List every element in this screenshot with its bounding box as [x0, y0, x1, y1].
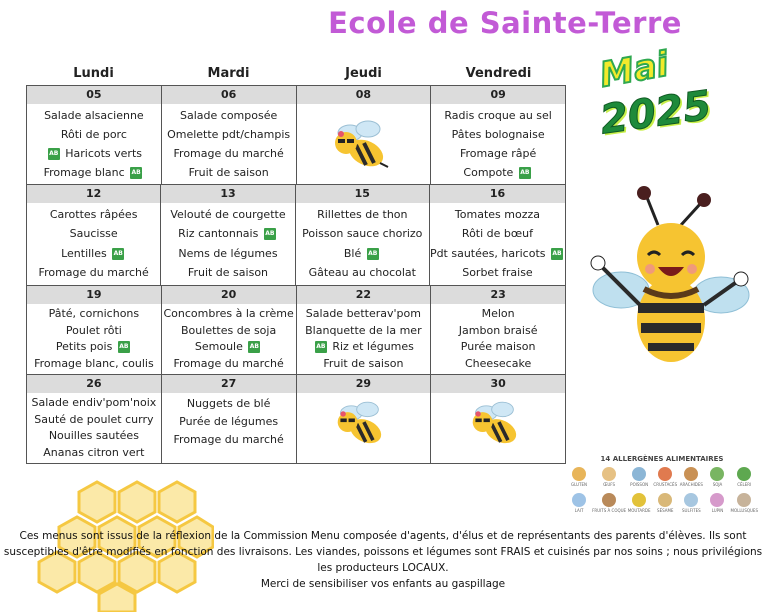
allergen-icon: [632, 467, 646, 481]
date-label: 05: [27, 86, 161, 104]
day-header-mardi: Mardi: [207, 66, 250, 81]
page-title: Ecole de Sainte-Terre: [328, 6, 682, 40]
menu-item: Sauté de poulet curry: [34, 412, 154, 426]
date-label: 26: [27, 375, 161, 393]
menu-item: Nouilles sautées: [48, 429, 139, 443]
allergen-label: CÉLERI: [737, 482, 752, 487]
menu-item: Fromage du marché: [173, 433, 284, 446]
day-cell: [27, 86, 161, 184]
menu-item: Riz cantonnais AB: [178, 227, 275, 241]
week-row: [27, 86, 565, 184]
menu-item: Saucisse: [69, 227, 118, 241]
date-label: 12: [27, 185, 160, 203]
menu-item: Cheesecake: [465, 356, 532, 370]
menu-item: Blé AB: [343, 246, 378, 260]
bee-icon: [463, 395, 533, 451]
menu-item: Rôti de bœuf: [461, 227, 533, 241]
allergen-label: CRUSTACÉS: [653, 482, 678, 487]
day-cell: [296, 375, 431, 463]
menu-item: Salade composée: [180, 108, 278, 122]
allergen-icon: [572, 467, 586, 481]
organic-icon: AB: [130, 167, 142, 179]
menu-item: Fruit de saison: [187, 266, 269, 280]
day-header-lundi: Lundi: [73, 66, 114, 81]
menu-item: Semoule AB: [194, 340, 259, 354]
day-headers: [26, 63, 566, 85]
allergen-icon: [684, 493, 698, 507]
month-badge: [590, 44, 715, 150]
allergen-icon: [602, 467, 616, 481]
menu-item: Fromage du marché: [173, 356, 284, 370]
date-label: 06: [162, 86, 296, 104]
week-row: [27, 374, 565, 463]
allergen-item: [592, 493, 626, 513]
allergen-icon: [658, 493, 672, 507]
organic-icon: AB: [367, 248, 379, 260]
menu-item: Fromage du marché: [173, 146, 284, 160]
allergen-icon: [737, 467, 751, 481]
day-cell: [27, 375, 161, 463]
week-row: [27, 285, 565, 374]
bee-mascot-icon: [586, 185, 751, 370]
allergen-label: ARACHIDES: [679, 482, 703, 487]
allergen-icon: [572, 493, 586, 507]
allergens-title: 14 ALLERGÈNES ALIMENTAIRES: [600, 455, 724, 463]
bee-icon: [328, 395, 398, 451]
day-cell: [161, 286, 296, 374]
date-label: 16: [430, 185, 565, 203]
menu-item: Ananas citron vert: [43, 445, 145, 459]
allergen-icon: [737, 493, 751, 507]
allergen-item: [678, 493, 704, 513]
menu-item: Tomates mozza: [454, 207, 540, 221]
date-label: 15: [296, 185, 429, 203]
organic-icon: AB: [551, 248, 563, 260]
menu-item: Nems de légumes: [178, 246, 278, 260]
year-label: 2025: [597, 82, 714, 144]
allergen-label: POISSON: [630, 482, 649, 487]
day-cell: [430, 286, 565, 374]
menu-item: Omelette pdt/champis: [167, 127, 291, 141]
organic-icon: AB: [112, 248, 124, 260]
day-cell: [27, 185, 160, 285]
allergen-item: [652, 493, 678, 513]
menu-item: Poisson sauce chorizo: [302, 227, 423, 241]
allergen-label: LAIT: [574, 508, 584, 513]
allergen-item: [626, 493, 652, 513]
day-cell: [296, 286, 431, 374]
organic-icon: AB: [118, 341, 130, 353]
organic-icon: AB: [519, 167, 531, 179]
allergen-label: MOLLUSQUES: [730, 508, 758, 513]
menu-item: Sorbet fraise: [462, 266, 533, 280]
allergen-icon: [684, 467, 698, 481]
allergen-item: [566, 467, 592, 487]
allergen-label: FRUITS À COQUE: [592, 508, 627, 513]
menu-item: Velouté de courgette: [170, 207, 286, 221]
day-cell: [161, 375, 296, 463]
menu-item: Purée de légumes: [179, 415, 279, 428]
date-label: 08: [297, 86, 431, 104]
date-label: 22: [297, 286, 431, 304]
menu-item: AB Riz et légumes: [316, 340, 414, 354]
day-cell: [429, 185, 565, 285]
menu-item: Melon: [481, 307, 515, 321]
organic-icon: AB: [264, 228, 276, 240]
menu-item: Pâtes bolognaise: [451, 127, 545, 141]
allergen-label: LUPIN: [711, 508, 724, 513]
allergens-legend: [566, 455, 758, 513]
day-cell: [430, 86, 565, 184]
allergen-icon: [602, 493, 616, 507]
allergen-item: [652, 467, 678, 487]
menu-item: Jambon braisé: [458, 323, 538, 337]
month-label: Mai: [597, 44, 672, 96]
menu-item: Rôti de porc: [60, 127, 127, 141]
footer-line: susceptibles d'être modifiés en fonction des livraisons. Les viandes, poissons et légumes sont FRAIS et cuisinés par nos soins ; nous privilégions: [3, 546, 763, 558]
menu-item: Concombres à la crème: [163, 307, 294, 321]
day-header-vendredi: Vendredi: [465, 66, 532, 81]
allergen-item: [678, 467, 704, 487]
allergen-icon: [632, 493, 646, 507]
allergen-item: [704, 493, 730, 513]
allergen-icon: [710, 467, 724, 481]
day-cell: [296, 86, 431, 184]
date-label: 20: [162, 286, 296, 304]
allergen-item: [592, 467, 626, 487]
allergen-item: [731, 467, 758, 487]
menu-item: Pâté, cornichons: [48, 307, 140, 321]
day-cell: [430, 375, 565, 463]
menu-item: Fromage blanc AB: [43, 165, 141, 179]
footer-line: Merci de sensibiliser vos enfants au gaspillage: [260, 578, 506, 590]
menu-item: Boulettes de soja: [181, 323, 277, 337]
date-label: 19: [27, 286, 161, 304]
date-label: 23: [431, 286, 565, 304]
organic-icon: AB: [315, 341, 327, 353]
menu-item: Compote AB: [463, 165, 530, 179]
allergen-item: [626, 467, 652, 487]
menu-item: Fruit de saison: [323, 356, 404, 370]
allergen-icon: [658, 467, 672, 481]
organic-icon: AB: [248, 341, 260, 353]
day-cell: [27, 286, 161, 374]
day-cell: [160, 185, 294, 285]
menu-item: Blanquette de la mer: [305, 323, 422, 337]
menu-item: Rillettes de thon: [317, 207, 408, 221]
week-row: [27, 184, 565, 285]
allergen-item: [566, 493, 592, 513]
menu-item: Poulet rôti: [65, 323, 122, 337]
allergen-icon: [710, 493, 724, 507]
date-label: 30: [431, 375, 565, 393]
allergen-label: SOJA: [712, 482, 723, 487]
date-label: 27: [162, 375, 296, 393]
date-label: 29: [297, 375, 431, 393]
footer-note: [0, 528, 766, 592]
day-cell: [161, 86, 296, 184]
footer-line: Ces menus sont issus de la réflexion de la Commission Menu composée d'agents, d'élus et de représentants des parents d'élèves. Ils sont: [19, 530, 747, 542]
allergen-label: SÉSAME: [657, 508, 674, 513]
menu-item: Fromage du marché: [38, 266, 149, 280]
menu-item: Radis croque au sel: [444, 108, 552, 122]
day-cell: [295, 185, 429, 285]
menu-item: Carottes râpées: [49, 207, 138, 221]
date-label: 13: [161, 185, 294, 203]
menu-item: Salade alsacienne: [44, 108, 144, 122]
menu-item: Pdt sautées, haricots AB: [429, 246, 562, 260]
menu-item: Salade betterav'pom: [305, 307, 421, 321]
bee-icon: [328, 113, 398, 175]
menu-item: Nuggets de blé: [186, 397, 271, 410]
day-header-jeudi: Jeudi: [345, 66, 382, 81]
menu-item: Fromage blanc, coulis: [34, 356, 154, 370]
allergen-label: SULFITES: [682, 508, 701, 513]
organic-icon: AB: [48, 148, 60, 160]
menu-item: Purée maison: [460, 340, 536, 354]
menu-item: Gâteau au chocolat: [308, 266, 416, 280]
date-label: 09: [431, 86, 565, 104]
menu-table: [26, 63, 566, 464]
menu-item: AB Haricots verts: [49, 146, 142, 160]
footer-line: les producteurs LOCAUX.: [317, 562, 449, 574]
allergen-item: [704, 467, 730, 487]
menu-item: Lentilles AB: [61, 246, 123, 260]
menu-item: Salade endiv'pom'noix: [31, 396, 157, 410]
menu-item: Fromage râpé: [459, 146, 537, 160]
menu-item: Petits pois AB: [55, 340, 129, 354]
allergen-label: ŒUFS: [603, 482, 616, 487]
allergen-item: [731, 493, 758, 513]
allergen-label: GLUTEN: [571, 482, 588, 487]
allergen-label: MOUTARDE: [627, 508, 651, 513]
menu-item: Fruit de saison: [188, 165, 269, 179]
